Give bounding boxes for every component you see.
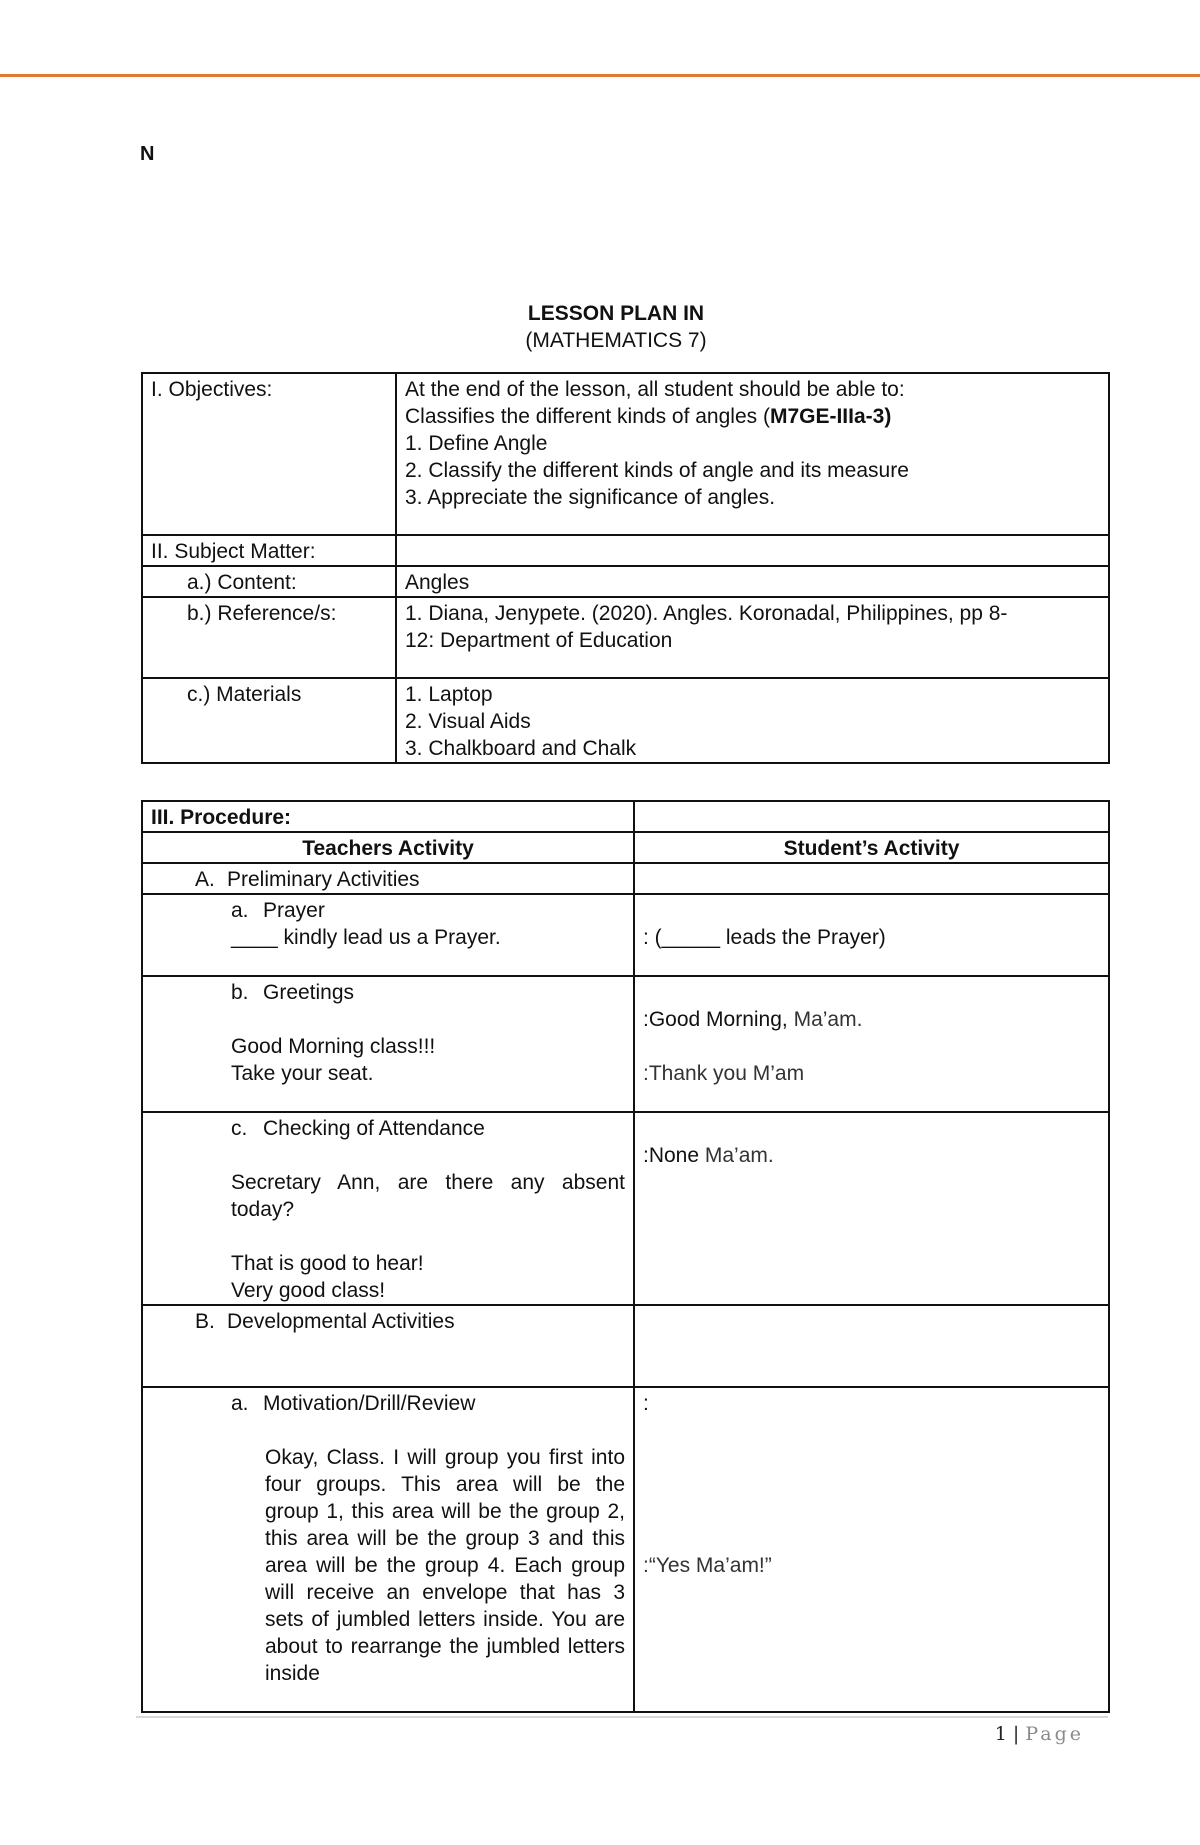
objectives-table [141, 372, 1110, 764]
motivation-teacher-cell [142, 1387, 634, 1712]
page-footer [995, 1723, 1084, 1745]
reference-line: 1. Diana, Jenypete. (2020). Angles. Koronadal, Philippines, pp 8- [405, 602, 1008, 625]
preliminary-row [142, 863, 1109, 894]
attendance-teacher-line: That is good to hear! [231, 1252, 424, 1275]
greetings-teacher-line: Good Morning class!!! [231, 1035, 436, 1058]
preliminary-mark: A. [195, 868, 215, 891]
objectives-classify-text: Classifies the different kinds of angles ( [405, 405, 770, 428]
prayer-teacher-text: ____ kindly lead us a Prayer. [231, 926, 501, 949]
preliminary-label: Preliminary Activities [227, 868, 420, 891]
preliminary-student-cell [634, 863, 1109, 894]
greetings-row [142, 976, 1109, 1112]
material-item: 2. Visual Aids [405, 710, 531, 733]
attendance-mark: c. [231, 1117, 248, 1140]
developmental-heading [151, 1308, 625, 1335]
attendance-student-suffix: Ma’am. [699, 1144, 774, 1167]
attendance-teacher-cell [142, 1112, 634, 1305]
prayer-mark: a. [231, 899, 249, 922]
developmental-label: Developmental Activities [227, 1310, 455, 1333]
attendance-label: Checking of Attendance [263, 1117, 485, 1140]
lesson-plan-subject: (MATHEMATICS 7) [525, 329, 707, 352]
attendance-teacher-line: Secretary Ann, are there any absent today? [231, 1171, 625, 1221]
materials-label: c.) Materials [142, 678, 396, 763]
materials-row [142, 678, 1109, 763]
prayer-heading [151, 897, 625, 924]
prayer-teacher-cell [142, 894, 634, 976]
attendance-student-cell [634, 1112, 1109, 1305]
greetings-student-cell [634, 976, 1109, 1112]
developmental-mark: B. [195, 1310, 215, 1333]
subject-matter-value [396, 535, 1109, 566]
objectives-intro: At the end of the lesson, all student should be able to: [405, 378, 905, 401]
motivation-row [142, 1387, 1109, 1712]
objective-item: 2. Classify the different kinds of angle and its measure [405, 459, 909, 482]
prayer-row [142, 894, 1109, 976]
greetings-mark: b. [231, 981, 249, 1004]
reference-value [396, 597, 1109, 678]
page-number: 1 [994, 1723, 1007, 1745]
motivation-label: Motivation/Drill/Review [263, 1392, 476, 1415]
greetings-teacher-cell [142, 976, 634, 1112]
objectives-label: I. Objectives: [142, 373, 396, 535]
reference-line: 12: Department of Education [405, 629, 673, 652]
prayer-student-text: : (_____ leads the Prayer) [643, 926, 886, 949]
top-accent-rule [0, 74, 1200, 77]
reference-label: b.) Reference/s: [142, 597, 396, 678]
procedure-empty [634, 801, 1109, 832]
developmental-row [142, 1305, 1109, 1387]
lesson-plan-title: LESSON PLAN IN [527, 302, 705, 325]
greetings-label: Greetings [263, 981, 355, 1004]
header-letter: N [140, 143, 155, 165]
preliminary-heading [151, 866, 625, 893]
motivation-student-cell [634, 1387, 1109, 1712]
procedure-label: III. Procedure: [142, 801, 634, 832]
footer-separator: | [1006, 1723, 1026, 1745]
greetings-teacher-line: Take your seat. [231, 1062, 374, 1085]
motivation-student-reply: :“Yes Ma’am!” [643, 1554, 772, 1577]
motivation-teacher-text: Okay, Class. I will group you first into four groups. This area will be the group 1, this area will be the group 2, this area will be the group 3 and this area will be the group 4. Each group will receive an envelope that has 3 sets of jumbled letters inside. You are about to rearrange the jumbled letters inside [265, 1446, 625, 1685]
objective-item: 1. Define Angle [405, 432, 548, 455]
subject-matter-row [142, 535, 1109, 566]
prayer-student-cell [634, 894, 1109, 976]
content-value: Angles [396, 566, 1109, 597]
greetings-student-line: :Thank you M’am [643, 1062, 805, 1085]
attendance-student-line [643, 1142, 1100, 1169]
greetings-student-suffix: Ma’am. [787, 1008, 863, 1031]
material-item: 1. Laptop [405, 683, 493, 706]
attendance-teacher-line: Very good class! [231, 1279, 386, 1302]
prayer-label: Prayer [263, 899, 325, 922]
motivation-mark: a. [231, 1392, 249, 1415]
objectives-row [142, 373, 1109, 535]
attendance-student-prefix: :None [643, 1144, 700, 1167]
subject-matter-label: II. Subject Matter: [142, 535, 396, 566]
greetings-student-prefix: :Good Morning, [643, 1008, 788, 1031]
footer-rule [136, 1716, 1108, 1718]
material-item: 3. Chalkboard and Chalk [405, 737, 637, 760]
developmental-cell [142, 1305, 634, 1387]
materials-value [396, 678, 1109, 763]
content-row [142, 566, 1109, 597]
attendance-row [142, 1112, 1109, 1305]
attendance-heading [151, 1115, 625, 1142]
procedure-heading-row [142, 801, 1109, 832]
objective-item: 3. Appreciate the significance of angles. [405, 486, 776, 509]
page-label: Page [1025, 1723, 1084, 1745]
teachers-activity-header: Teachers Activity [142, 832, 634, 863]
students-activity-header: Student’s Activity [634, 832, 1109, 863]
developmental-student-cell [634, 1305, 1109, 1387]
content-label: a.) Content: [142, 566, 396, 597]
competency-code: M7GE-IIIa-3) [769, 405, 892, 428]
motivation-student-colon: : [643, 1392, 649, 1415]
activity-header-row [142, 832, 1109, 863]
reference-row [142, 597, 1109, 678]
objectives-classify [405, 403, 1100, 430]
objectives-content [396, 373, 1109, 535]
procedure-table [141, 800, 1110, 1713]
preliminary-cell [142, 863, 634, 894]
motivation-heading [151, 1390, 625, 1417]
greetings-student-line [643, 1006, 1100, 1033]
greetings-heading [151, 979, 625, 1006]
